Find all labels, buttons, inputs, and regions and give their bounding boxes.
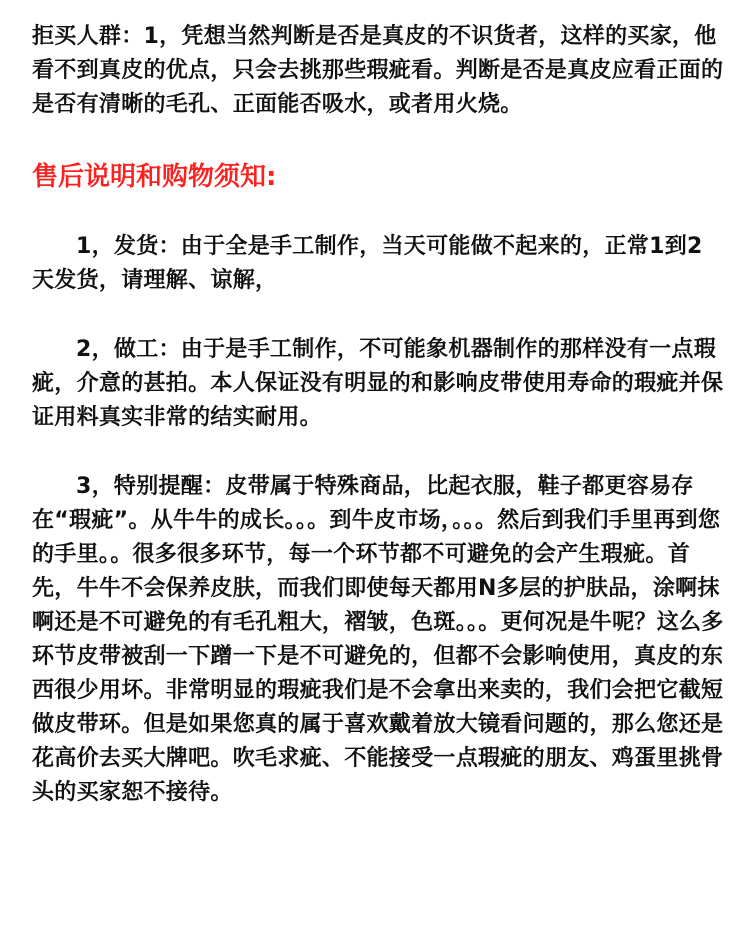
intro-paragraph: 拒买人群：1，凭想当然判断是否是真皮的不识货者，这样的买家，他看不到真皮的优点，只会去挑那些瑕疵看。判断是否是真皮应看正面的是否有清晰的毛孔、正面能否吸水，或者用火烧。 — [32, 24, 724, 117]
workmanship-paragraph: 2，做工：由于是手工制作，不可能象机器制作的那样没有一点瑕疵，介意的甚拍。本人保证没有明显的和影响皮带使用寿命的瑕疵并保证用料真实非常的结实耐用。 — [32, 337, 724, 430]
special-reminder-paragraph: 3，特别提醒：皮带属于特殊商品，比起衣服，鞋子都更容易存在“瑕疵”。从牛牛的成长。。。到牛皮市场，。。。然后到我们手里再到您的手里。。很多很多环节，每一个环节都不可避免的会产生瑕疵。首先，牛牛不会保养皮肤，而我们即使每天都用N多层的护肤品，涂啊抹啊还是不可避免的有毛孔粗大，褶皱，色斑。。。更何况是牛呢？这么多环节皮带被刮一下蹭一下是不可避免的，但都不会影响使用，真皮的东西很少用坏。非常明显的瑕疵我们是不会拿出来卖的，我们会把它截短做皮带环。但是如果您真的属于喜欢戴着放大镜看问题的，那么您还是花高价去买大牌吧。吹毛求疵、不能接受一点瑕疵的朋友、鸡蛋里挑骨头的买家恕不接待。 — [32, 474, 724, 805]
notice-heading: 售后说明和购物须知: — [32, 162, 277, 192]
shipping-paragraph: 1，发货：由于全是手工制作，当天可能做不起来的，正常1到2天发货，请理解、谅解， — [32, 234, 703, 293]
